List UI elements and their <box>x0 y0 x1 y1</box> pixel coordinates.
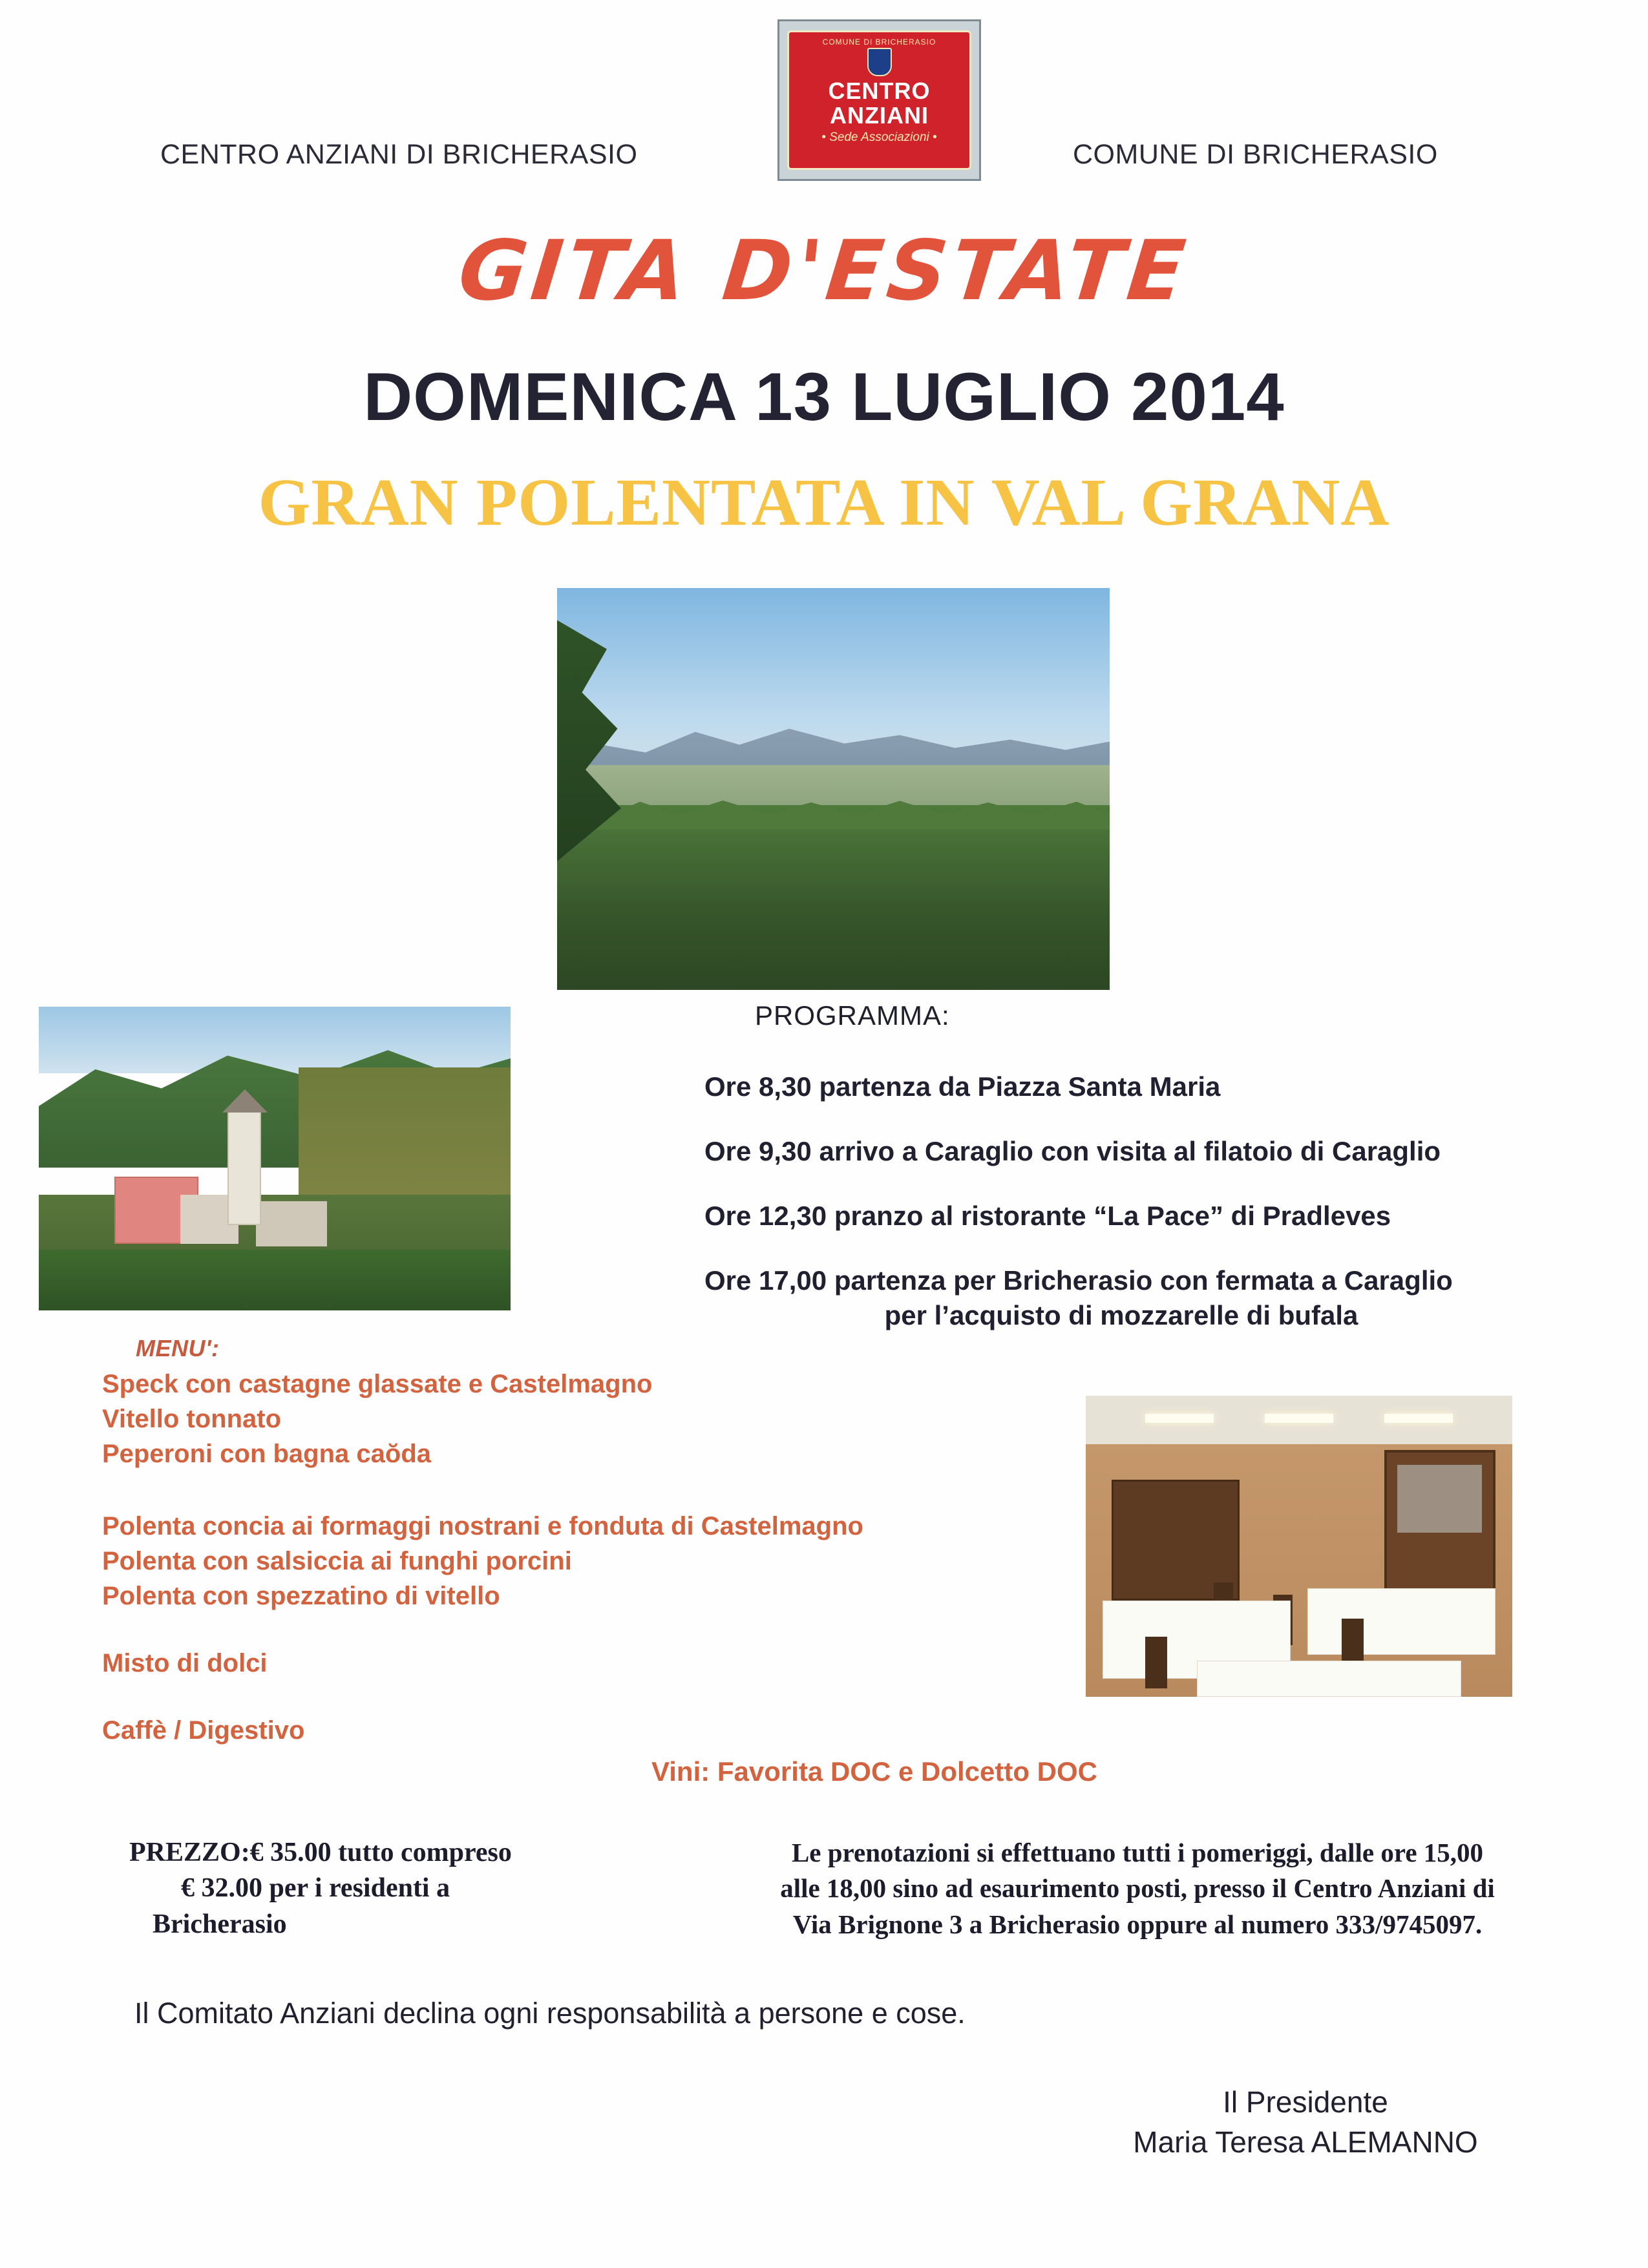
village-bell-tower <box>227 1110 261 1226</box>
village-house-2 <box>256 1201 327 1247</box>
prezzo-block <box>129 1835 512 1942</box>
programma-item-1: Ore 8,30 partenza da Piazza Santa Maria <box>704 1071 1221 1102</box>
menu-primo-2: Polenta con salsiccia ai funghi porcini <box>102 1547 572 1575</box>
programma-heading: PROGRAMMA: <box>755 1000 950 1031</box>
restaurant-cabinet <box>1384 1450 1495 1606</box>
organizer-right-label: COMUNE DI BRICHERASIO <box>1073 139 1438 170</box>
restaurant-chair <box>1145 1637 1167 1688</box>
crest-icon <box>867 48 892 76</box>
ceiling-light-icon <box>1384 1414 1453 1423</box>
menu-primo-3: Polenta con spezzatino di vitello <box>102 1582 500 1610</box>
disclaimer-text: Il Comitato Anziani declina ogni responsabilità a persone e cose. <box>134 1997 966 2030</box>
restaurant-photo <box>1086 1396 1512 1697</box>
signature-name: Maria Teresa ALEMANNO <box>1133 2125 1478 2159</box>
prezzo-line-1: PREZZO:€ 35.00 tutto compreso <box>129 1838 512 1867</box>
poster-title: GITA D'ESTATE <box>454 223 1194 319</box>
programma-item-3: Ore 12,30 pranzo al ristorante “La Pace” di Pradleves <box>704 1201 1391 1231</box>
programma-item-2: Ore 9,30 arrivo a Caraglio con visita al filatoio di Caraglio <box>704 1136 1441 1166</box>
menu-vini: Vini: Favorita DOC e Dolcetto DOC <box>651 1756 1097 1787</box>
menu-antipasto-2: Vitello tonnato <box>102 1405 282 1433</box>
logo-plate <box>787 30 971 170</box>
ceiling-light-icon <box>1145 1414 1214 1423</box>
village-bushes <box>39 1250 511 1310</box>
logo-name-text: CENTRO ANZIANI <box>828 78 931 129</box>
prenotazioni-line-1: Le prenotazioni si effettuano tutti i pomeriggi, dalle ore 15,00 <box>791 1838 1484 1867</box>
programma-item-4: Ore 17,00 partenza per Bricherasio con fermata a Caraglio <box>704 1265 1453 1296</box>
organizer-left-label: CENTRO ANZIANI DI BRICHERASIO <box>160 139 638 170</box>
menu-primo-1: Polenta concia ai formaggi nostrani e fonduta di Castelmagno <box>102 1512 863 1540</box>
poster-date: DOMENICA 13 LUGLIO 2014 <box>363 359 1285 435</box>
prenotazioni-block <box>717 1835 1558 1942</box>
menu-label: MENU': <box>136 1335 220 1361</box>
programma-item-4-continuation: per l’acquisto di mozzarelle di bufala <box>884 1300 1358 1330</box>
ceiling-light-icon <box>1265 1414 1333 1423</box>
poster-subtitle: GRAN POLENTATA IN VAL GRANA <box>258 465 1390 540</box>
prenotazioni-line-2: alle 18,00 sino ad esaurimento posti, presso il Centro Anziani di <box>780 1873 1495 1904</box>
prezzo-line-3: Bricherasio <box>153 1909 287 1939</box>
prenotazioni-line-3: Via Brignone 3 a Bricherasio oppure al numero 333/9745097. <box>792 1909 1483 1939</box>
photo-forest <box>557 805 1110 990</box>
panorama-photo <box>557 588 1110 990</box>
signature-block <box>1060 2082 1551 2162</box>
menu-caffe: Caffè / Digestivo <box>102 1716 305 1745</box>
menu-antipasto-1: Speck con castagne glassate e Castelmagno <box>102 1370 653 1398</box>
village-sky <box>39 1007 511 1073</box>
restaurant-table <box>1307 1588 1495 1655</box>
logo-top-text: COMUNE DI BRICHERASIO <box>822 37 936 47</box>
village-photo <box>39 1007 511 1310</box>
menu-dolci: Misto di dolci <box>102 1649 268 1677</box>
menu-antipasto-3: Peperoni con bagna caŏda <box>102 1440 432 1468</box>
centro-anziani-logo <box>777 19 981 181</box>
restaurant-table <box>1197 1661 1461 1697</box>
logo-subtitle-text: • Sede Associazioni • <box>821 130 937 144</box>
signature-role: Il Presidente <box>1223 2085 1388 2119</box>
prezzo-line-2: € 32.00 per i residenti a <box>181 1873 450 1904</box>
